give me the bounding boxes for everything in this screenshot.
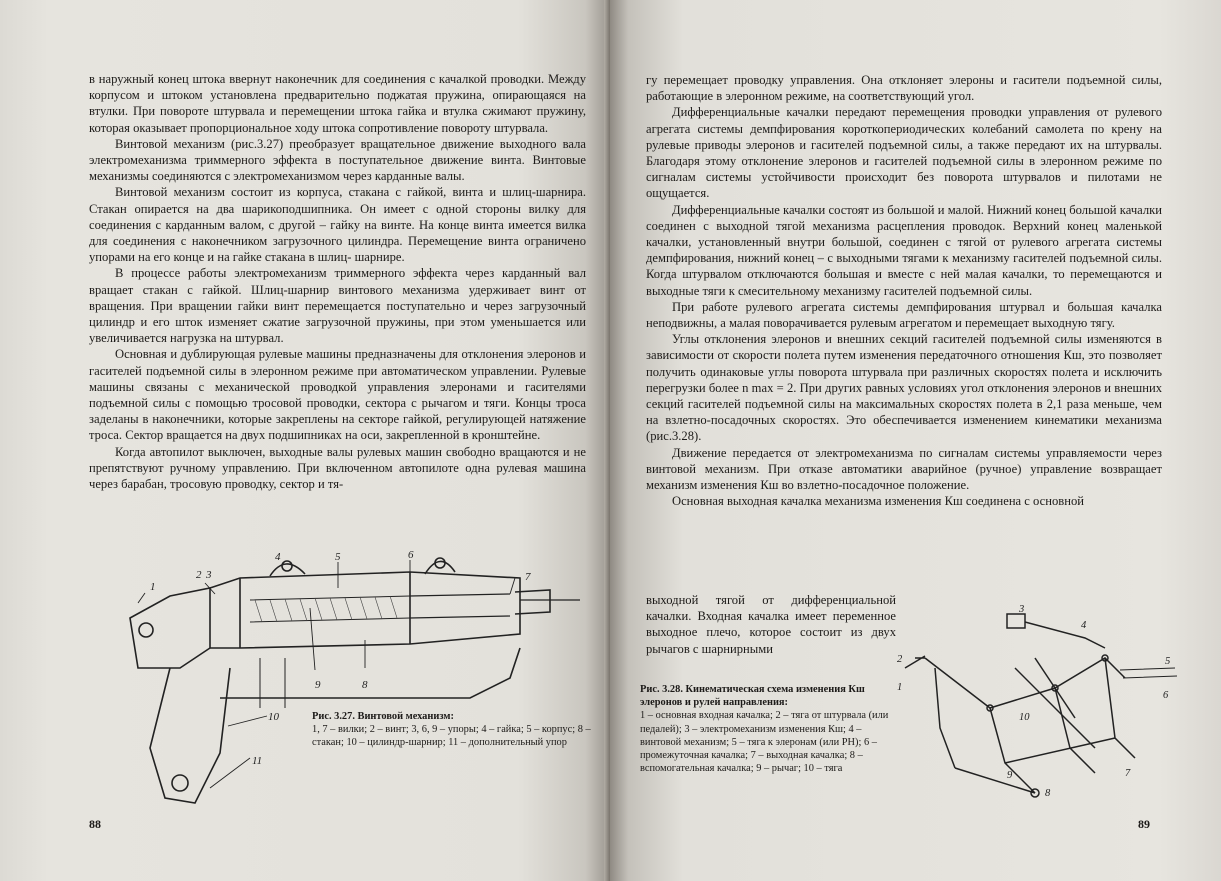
figure-label: 7: [525, 571, 531, 583]
figure-label: 6: [1163, 690, 1169, 701]
right-page: [610, 0, 1221, 881]
paragraph: При работе рулевого агрегата системы демпфирования штурвал и большая качалка неподвижны, а малая поворачивается рулевым агрегатом и перемещает выходную тягу.: [646, 299, 1162, 331]
paragraph: В процессе работы электромеханизм триммерного эффекта через карданный вал вращает стакан с гайкой. Шлиц-шарнир винтового механизма удерживает винт от вращения. При вращении гайки винт перемещается поступательно и через загрузочный цилиндр и его шток изменяет сжатие загрузочной пружины, при этом уменьшается или увеличивается нагрузка на штурвал.: [89, 266, 586, 346]
paragraph: в наружный конец штока ввернут наконечник для соединения с качалкой проводки. Между корпусом и штоком установлена предварительно поджатая пружина, опирающаяся на втулки. При повороте штурвала и перемещении штока гайка и втулка сжимают пружину, которая оказывает пропорциональное ходу штока сопротивление повороту штурвала.: [89, 72, 586, 135]
figure-label: 8: [1045, 788, 1051, 799]
figure-label: 2: [196, 569, 202, 581]
figure-label: 4: [275, 551, 281, 563]
figure-label: 8: [362, 679, 368, 691]
paragraph: Дифференциальные качалки состоят из большой и малой. Нижний конец большой качалки соединен с выходной тягой механизма расцепления проводок. Верхний конец маленькой качалки, установленный внутри большой, соединен с тягой от рулевого агрегата системы демпфирования, нижний конец – с выходными тягами к механизму гасителей подъемной силы. Когда штурвалом отключаются большая и вместе с ней малая качалки, то перемещаются и выходные тяги к смесительному механизму гасителей подъемной силы.: [646, 202, 1162, 298]
paragraph: Дифференциальные качалки передают перемещения проводки управления от рулевого агрегата системы демпфирования короткопериодических колебаний самолета по крену на рулевые приводы элеронов и гасителей подъемной силы, а также передают их на штурвалы. Благодаря этому отклонение элеронов и гасителей подъемной силы в элеронном режиме по сигналам системы устойчивости происходит без поворота штурвалов и пилотами не ощущается.: [646, 105, 1162, 201]
figure-label: 9: [315, 679, 321, 691]
paragraph: Винтовой механизм (рис.3.27) преобразует вращательное движение выходного вала электромеханизма триммерного эффекта в поступательное движение винта. Винтовые механизмы соединяются с электромеханизмом через карданные валы.: [89, 136, 586, 184]
figure-caption: [640, 683, 890, 775]
figure-label: 4: [1081, 620, 1087, 631]
figure-3-27-screw-mechanism: [110, 548, 600, 818]
figure-label: 1: [150, 581, 156, 593]
left-page: [0, 0, 610, 881]
page-number: 88: [89, 817, 101, 831]
figure-label: 5: [335, 551, 341, 563]
paragraph: Движение передается от электромеханизма по сигналам системы управляемости через винтовой механизм. При отказе автоматики аварийное (ручное) управление возвращает механизм изменения Кш во взлетно-посадочное положение.: [646, 445, 1162, 493]
figure-label: 2: [897, 654, 903, 665]
right-text-column: [646, 72, 1162, 509]
left-text-column: [89, 71, 586, 492]
figure-label: 3: [206, 569, 212, 581]
caption-body: 1, 7 – вилки; 2 – винт; 3, 6, 9 – упоры; 4 – гайка; 5 – корпус; 8 – стакан; 10 – цилиндр-шарнир; 11 – дополнительный упор: [312, 724, 591, 749]
paragraph: Основная выходная качалка механизма изменения Кш соединена с основной: [672, 494, 1084, 509]
caption-title: Рис. 3.27. Винтовой механизм:: [312, 711, 454, 722]
figure-label: 3: [1019, 604, 1025, 615]
figure-label: 9: [1007, 770, 1013, 781]
paragraph: Когда автопилот выключен, выходные валы рулевых машин свободно вращаются и не препятствуют ручному управлению. При включенном автопилоте одна рулевая машина через барабан, тросовую проводку, сектор и тя-: [89, 444, 586, 492]
figure-caption: [312, 710, 596, 750]
caption-title: Рис. 3.28. Кинематическая схема изменения Кш элеронов и рулей направления:: [640, 684, 865, 709]
figure-label: 6: [408, 549, 414, 561]
paragraph: Углы отклонения элеронов и внешних секций гасителей подъемной силы изменяются в зависимости от скорости полета путем изменения передаточного отношения Кш, это позволяет получить одинаковые углы поворота штурвала при различных скоростях полета и исключить перегрузки более n max = 2. При других равных условиях угол отклонения элеронов и внешних секций гасителей подъемной силы на максимальных скоростях полета в 2,1 раза меньше, чем на взлетно-посадочных скоростях. Это обеспечивается изменением кинематики механизма (рис.3.28).: [646, 332, 1162, 444]
paragraph: Винтовой механизм состоит из корпуса, стакана с гайкой, винта и шлиц-шарнира. Стакан опирается на два шарикоподшипника. Он имеет с одной стороны вилку для соединения с карданным валом, с другой – гайку на винте. На конце винта имеется вилка для соединения с наконечником загрузочного цилиндра. Перемещение винта ограничено упорами на его конце и на гайке стакана в шлиц- шарнире.: [89, 185, 586, 265]
figure-label: 11: [252, 755, 263, 767]
narrow-text: выходной тягой от дифференциальной качалки. Входная качалка имеет переменное выходное плечо, которое состоит из двух рычагов с шарнирными: [646, 593, 896, 656]
figure-label: 1: [897, 682, 903, 693]
figure-label: 10: [268, 711, 279, 723]
figure-label: 5: [1165, 656, 1171, 667]
figure-label: 7: [1125, 768, 1131, 779]
caption-body: 1 – основная входная качалка; 2 – тяга от штурвала (или педалей); 3 – электромеханизм изменения Кш; 4 – винтовой механизм; 5 – тяга к элеронам (или РН); 6 – промежуточная качалка; 7 – выходная качалка; 8 – вспомогательная качалка; 9 – рычаг; 10 – тяга: [640, 710, 889, 775]
paragraph: Основная и дублирующая рулевые машины предназначены для отклонения элеронов и гасителей подъемной силы в элеронном режиме при автоматическом управлении. Рулевые машины связаны с механической проводкой управления элеронами и гасителями подъемной силы с помощью тросовой проводки, сектора с рычагом и тяги. Концы троса заделаны в наконечники, которые закреплены на секторе гайкой, регулирующей натяжение троса. Сектор вращается на двух подшипниках на оси, закрепленной в кронштейне.: [89, 347, 586, 443]
figure-label: 10: [1019, 712, 1030, 723]
page-number: 89: [1138, 817, 1150, 831]
figure-3-28-kinematic-scheme: [895, 598, 1195, 808]
paragraph: гу перемещает проводку управления. Она отклоняет элероны и гасители подъемной силы, работающие в элеронном режиме, на соответствующий угол.: [646, 73, 1162, 104]
